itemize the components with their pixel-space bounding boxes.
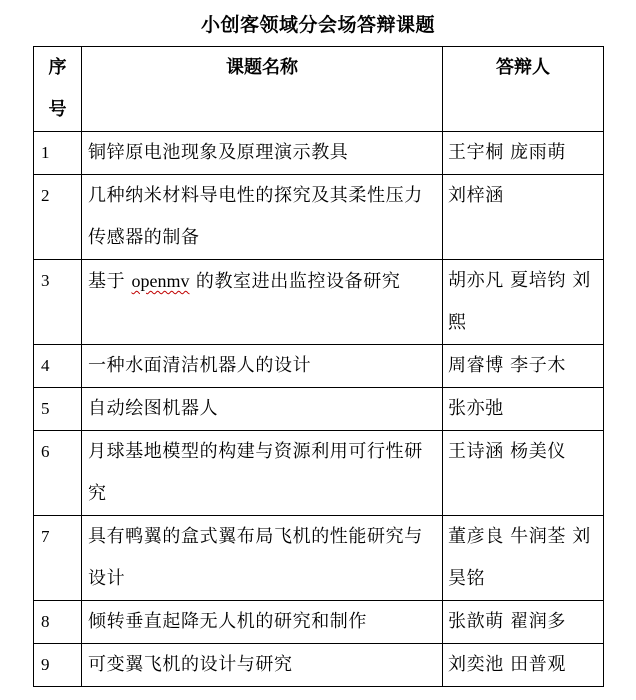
presenters: 周睿博 李子木: [443, 345, 604, 388]
table-row: [34, 132, 604, 175]
row-number: 9: [34, 644, 82, 687]
row-number: 2: [34, 175, 82, 260]
topic-title-suffix: 的教室进出监控设备研究: [189, 271, 401, 292]
table-row: [34, 516, 604, 601]
row-number: 6: [34, 431, 82, 516]
page-title: 小创客领域分会场答辩课题: [200, 14, 435, 36]
topic-title: 几种纳米材料导电性的探究及其柔性压力传感器的制备: [82, 175, 443, 260]
row-number: 3: [34, 260, 82, 345]
row-number: 4: [34, 345, 82, 388]
topic-title: 铜锌原电池现象及原理演示教具: [82, 132, 443, 175]
column-header-people: 答辩人: [443, 47, 604, 132]
topic-title: 一种水面清洁机器人的设计: [82, 345, 443, 388]
presenters: 王诗涵 杨美仪: [443, 431, 604, 516]
topic-title: 倾转垂直起降无人机的研究和制作: [82, 601, 443, 644]
row-number: 5: [34, 388, 82, 431]
spellcheck-underlined-word: openmv: [131, 271, 190, 291]
topic-title: 具有鸭翼的盒式翼布局飞机的性能研究与设计: [82, 516, 443, 601]
table-row: [34, 601, 604, 644]
presenters: 王宇桐 庞雨萌: [443, 132, 604, 175]
topic-title: 自动绘图机器人: [82, 388, 443, 431]
row-number: 7: [34, 516, 82, 601]
row-number: 8: [34, 601, 82, 644]
table-row: [34, 388, 604, 431]
table-row: [34, 260, 604, 345]
topic-title: 可变翼飞机的设计与研究: [82, 644, 443, 687]
row-number: 1: [34, 132, 82, 175]
table-row: [34, 175, 604, 260]
presenters: 董彦良 牛润荃 刘昊铭: [443, 516, 604, 601]
topic-title-prefix: 基于: [88, 271, 132, 292]
presenters: 刘奕池 田普观: [443, 644, 604, 687]
presenters: 张亦弛: [443, 388, 604, 431]
topics-table: [33, 46, 604, 687]
column-header-no: 序号: [34, 47, 82, 132]
topic-title: 月球基地模型的构建与资源利用可行性研究: [82, 431, 443, 516]
topic-title: [82, 260, 443, 345]
presenters: 刘梓涵: [443, 175, 604, 260]
presenters: 张歆萌 翟润多: [443, 601, 604, 644]
table-header-row: [34, 47, 604, 132]
table-row: [34, 345, 604, 388]
table-row: [34, 431, 604, 516]
table-row: [34, 644, 604, 687]
column-header-topic: 课题名称: [82, 47, 443, 132]
presenters: 胡亦凡 夏培钧 刘熙: [443, 260, 604, 345]
